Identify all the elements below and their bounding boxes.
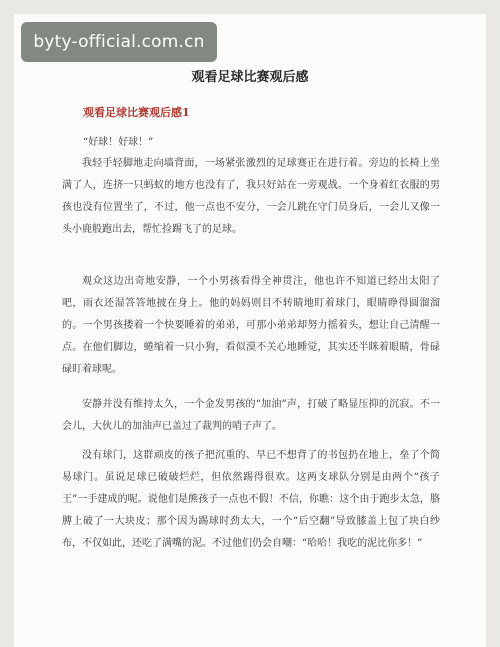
paragraph-3: 安静并没有维持太久，一个金发男孩的“加油”声，打破了略显压抑的沉寂。不一会儿，大伙儿的加油声已盖过了裁判的哨子声了。 (62, 399, 440, 432)
paragraph-4: 没有球门，这群顽皮的孩子把沉重的、早已不想背了的书包扔在地上，垒了个简易球门。虽说足球已破破烂烂，但依然踢得很欢。这两支球队分别是由两个“孩子王”一手建成的呢。说他们是熊孩子一点也不假！不信，你瞧：这个由于跑步太急，胳膊上破了一大块皮；那个因为踢球时劲太大，一个“后空翻”导致膝盖上包了块白纱布，不仅如此，还吃了满嘴的泥。不过他们仍会自嘲：“哈哈！我吃的泥比你多！” (62, 450, 440, 549)
watermark: byty-official.com.cn (21, 22, 217, 62)
page-title: 观看足球比赛观后感 (191, 70, 309, 85)
paragraph-2: 观众这边出奇地安静，一个小男孩看得全神贯注，他也许不知道已经出太阳了吧，雨衣还湿答答地披在身上。他的妈妈则目不转睛地盯着球门，眼睛睁得圆溜溜的。一个男孩搂着一个快要睡着的弟弟，可那小弟弟却努力摇着头，想让自己清醒一点。在他们脚边，蜷缩着一只小狗，看似漠不关心地睡觉，其实还半眯着眼睛，骨碌碌盯着球呢。 (62, 276, 440, 375)
paragraph-1: 我轻手轻脚地走向墙背面，一场紧张激烈的足球赛正在进行着。旁边的长椅上坐满了人，连挤一只蚂蚁的地方也没有了，我只好站在一旁观战。一个身着红衣服的男孩也没有位置坐了，不过，他一点也不安分，一会儿跳在守门员身后，一会儿又像一头小鹿般跑出去，帮忙捡踢飞了的足球。 (62, 158, 440, 235)
opening-quote: “好球！好球！” (83, 137, 154, 148)
section-subtitle: 观看足球比赛观后感1 (83, 106, 190, 119)
